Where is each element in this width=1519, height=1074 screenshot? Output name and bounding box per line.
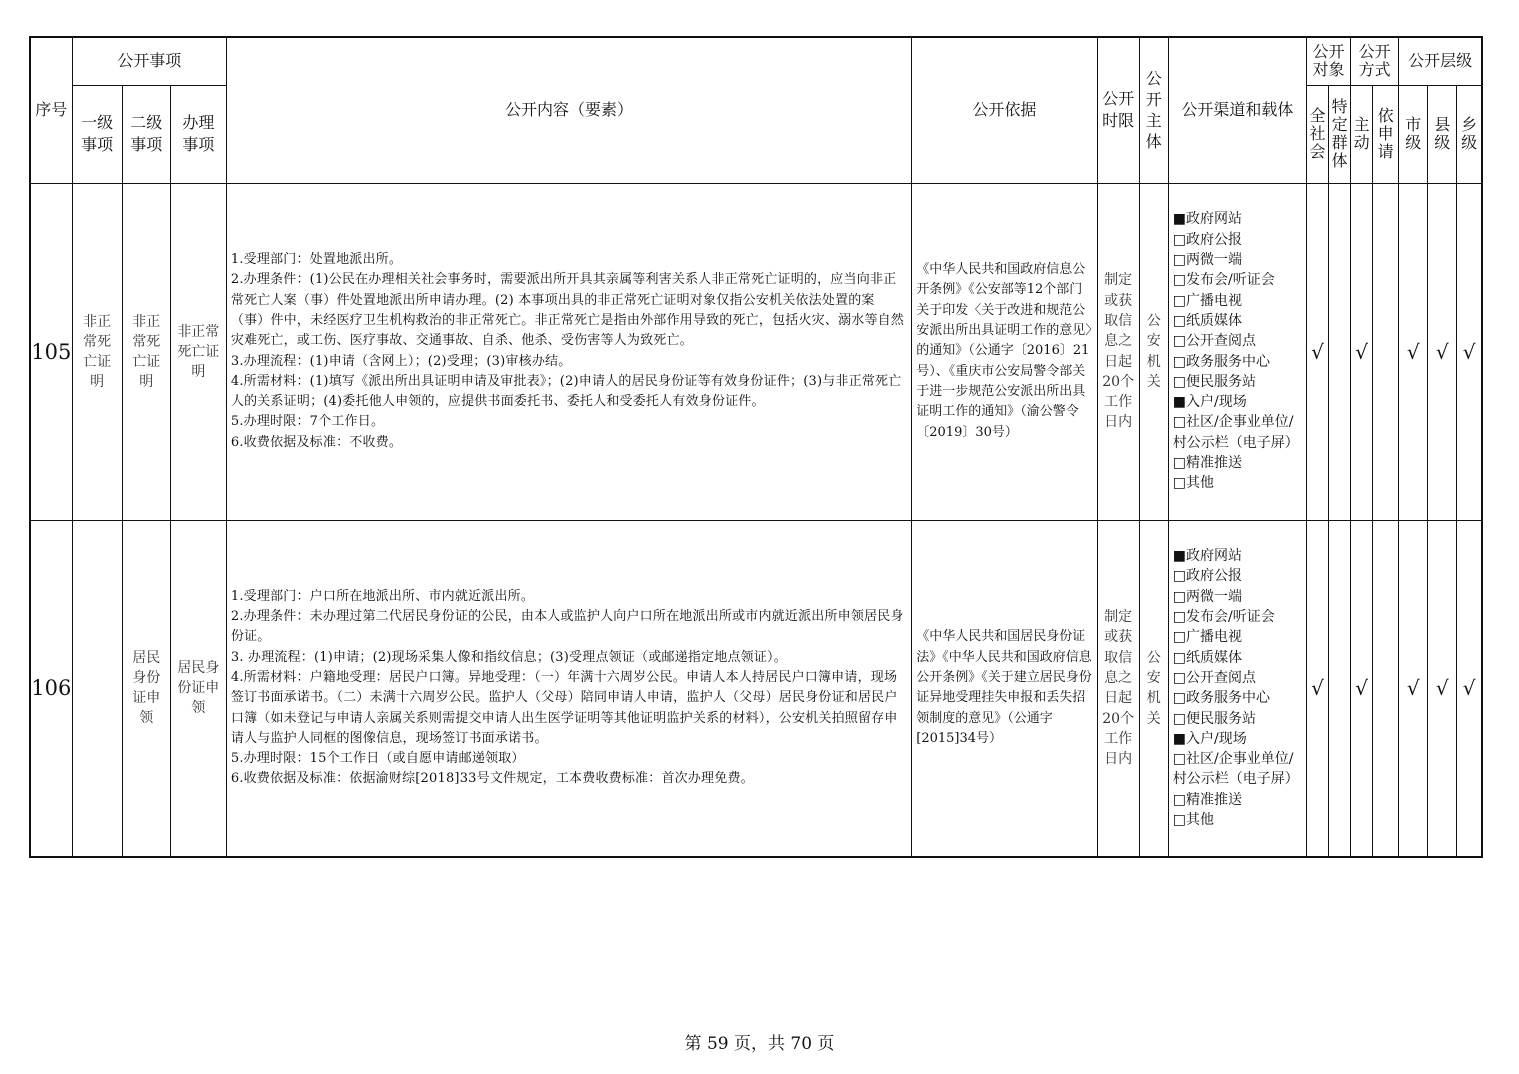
row-level1: [72, 520, 122, 857]
row-time-limit: 制定 或获 取信 息之 日起 20个 工作 日内: [1097, 520, 1139, 857]
channel-item: □政务服务中心: [1172, 353, 1270, 370]
row-target-specific: [1329, 520, 1351, 857]
channel-item: □公开查阅点: [1172, 333, 1256, 350]
channel-item: ■政府网站: [1172, 548, 1242, 565]
row-level-city: √: [1399, 520, 1428, 857]
header-level1: 一级 事项: [72, 85, 122, 183]
row-channels: [1168, 520, 1306, 857]
header-basis: 公开依据: [912, 37, 1097, 183]
row-target-all: √: [1307, 520, 1329, 857]
row-level1: 非正 常死 亡证 明: [72, 183, 122, 520]
header-level2: 二级 事项: [122, 85, 170, 183]
header-item-group: 公开事项: [72, 37, 226, 85]
channel-item: □社区/企事业单位/村公示栏（电子屏）: [1172, 751, 1299, 788]
channel-item: □社区/企事业单位/村公示栏（电子屏）: [1172, 414, 1299, 451]
row-time-limit: 制定 或获 取信 息之 日起 20个 工作 日内: [1097, 183, 1139, 520]
header-method-request: 依 申 请: [1373, 85, 1399, 183]
table-row: [30, 520, 1482, 857]
row-target-specific: [1329, 183, 1351, 520]
channel-item: ■入户/现场: [1172, 730, 1247, 747]
row-method-request: [1373, 183, 1399, 520]
row-level-county: √: [1428, 183, 1457, 520]
header-level-county: 县 级: [1428, 85, 1457, 183]
row-level2: 居民 身份 证申 领: [122, 520, 170, 857]
channel-item: □精准推送: [1172, 791, 1242, 808]
row-channels: [1168, 183, 1306, 520]
channel-item: □两微一端: [1172, 252, 1242, 269]
row-method-active: √: [1351, 183, 1373, 520]
row-content: 1.受理部门：户口所在地派出所、市内就近派出所。 2.办理条件：未办理过第二代居民身份证的公民，由本人或监护人向户口所在地派出所或市内就近派出所申领居民身份证。 3. 办理流程：(1)申请；(2)现场采集人像和指纹信息；(3)受理点领证（或邮递指定地点领证）。 4.所需材料：户籍地受理：居民户口簿。异地受理：（一）年满十六周岁公民。申请人本人持居民户口簿申请，现场签订书面承诺书。（二）未满十六周岁公民。监护人（父母）陪同申请人申请，监护人（父母）居民身份证和居民户口簿（如未登记与申请人亲属关系则需提交申请人出生医学证明等其他证明监护关系的材料），公安机关拍照留存申请人与监护人同框的图像信息，现场签订书面承诺书。 5.办理时限：15个工作日（或自愿申请邮递领取） 6.收费依据及标准：依据渝财综[2018]33号文件规定，工本费收费标准：首次办理免费。: [226, 520, 911, 857]
channel-item: □公开查阅点: [1172, 669, 1256, 686]
channel-item: □发布会/听证会: [1172, 272, 1275, 289]
disclosure-table: [29, 36, 1483, 858]
row-method-request: [1373, 520, 1399, 857]
header-content: 公开内容（要素）: [226, 37, 911, 183]
channel-item: ■政府网站: [1172, 211, 1242, 228]
row-handle: 居民身 份证申 领: [170, 520, 226, 857]
header-subject: 公 开 主 体: [1139, 37, 1168, 183]
channel-item: □其他: [1172, 475, 1214, 492]
row-level-town: √: [1457, 520, 1482, 857]
header-level-group: 公开层级: [1399, 37, 1482, 85]
header-method-active: 主 动: [1351, 85, 1373, 183]
channel-item: □其他: [1172, 812, 1214, 829]
header-method-group: 公开 方式: [1351, 37, 1399, 85]
header-level-city: 市 级: [1399, 85, 1428, 183]
table-row: [30, 183, 1482, 520]
row-subject: 公 安 机 关: [1139, 520, 1168, 857]
channel-item: □便民服务站: [1172, 710, 1256, 727]
channel-item: □两微一端: [1172, 588, 1242, 605]
row-level-city: √: [1399, 183, 1428, 520]
row-seq: 105: [30, 183, 72, 520]
row-basis: 《中华人民共和国居民身份证法》《中华人民共和国政府信息公开条例》《关于建立居民身份证异地受理挂失申报和丢失招领制度的意见》（公通字[2015]34号）: [912, 520, 1097, 857]
row-basis: 《中华人民共和国政府信息公开条例》《公安部等12个部门关于印发〈关于改进和规范公安派出所出具证明工作的意见〉的通知》（公通字〔2016〕21号）、《重庆市公安局警令部关于进一步规范公安派出所出具证明工作的通知》（渝公警令〔2019〕30号）: [912, 183, 1097, 520]
channel-item: □纸质媒体: [1172, 649, 1242, 666]
row-handle: 非正常 死亡证 明: [170, 183, 226, 520]
row-subject: 公 安 机 关: [1139, 183, 1168, 520]
row-seq: 106: [30, 520, 72, 857]
row-level-county: √: [1428, 520, 1457, 857]
header-target-group: 公开 对象: [1307, 37, 1351, 85]
page-footer: 第 59 页，共 70 页: [684, 1034, 835, 1054]
channel-item: □广播电视: [1172, 629, 1242, 646]
channel-item: □政务服务中心: [1172, 690, 1270, 707]
header-target-specific: 特 定 群 体: [1329, 85, 1351, 183]
header-target-all: 全 社 会: [1307, 85, 1329, 183]
header-time-limit: 公开 时限: [1097, 37, 1139, 183]
channel-item: □纸质媒体: [1172, 312, 1242, 329]
header-level-town: 乡 级: [1457, 85, 1482, 183]
row-content: 1.受理部门：处置地派出所。 2.办理条件：(1)公民在办理相关社会事务时，需要派出所开具其亲属等利害关系人非正常死亡证明的，应当向非正常死亡人案（事）件处置地派出所申请办理。(2) 本事项出具的非正常死亡证明对象仅指公安机关依法处置的案（事）件中，未经医疗卫生机构救治的非正常死亡。非正常死亡是指由外部作用导致的死亡，包括火灾、溺水等自然灾难死亡，或工伤、医疗事故、交通事故、自杀、他杀、受伤害等人为致死亡。 3.办理流程：(1)申请（含网上）；(2)受理；(3)审核办结。 4.所需材料：(1)填写《派出所出具证明申请及审批表》；(2)申请人的居民身份证等有效身份证件；(3)与非正常死亡人的关系证明；(4)委托他人申领的，应提供书面委托书、委托人和受委托人有效身份证件。 5.办理时限：7个工作日。 6.收费依据及标准：不收费。: [226, 183, 911, 520]
channel-item: □便民服务站: [1172, 373, 1256, 390]
row-level2: 非正 常死 亡证 明: [122, 183, 170, 520]
channel-item: □政府公报: [1172, 568, 1242, 585]
channel-item: □发布会/听证会: [1172, 609, 1275, 626]
header-channel: 公开渠道和载体: [1168, 37, 1306, 183]
channel-item: ■入户/现场: [1172, 394, 1247, 411]
row-method-active: √: [1351, 520, 1373, 857]
channel-item: □政府公报: [1172, 231, 1242, 248]
row-target-all: √: [1307, 183, 1329, 520]
header-handle: 办理 事项: [170, 85, 226, 183]
header-seq: 序号: [30, 37, 72, 183]
row-level-town: √: [1457, 183, 1482, 520]
channel-item: □广播电视: [1172, 292, 1242, 309]
channel-item: □精准推送: [1172, 454, 1242, 471]
